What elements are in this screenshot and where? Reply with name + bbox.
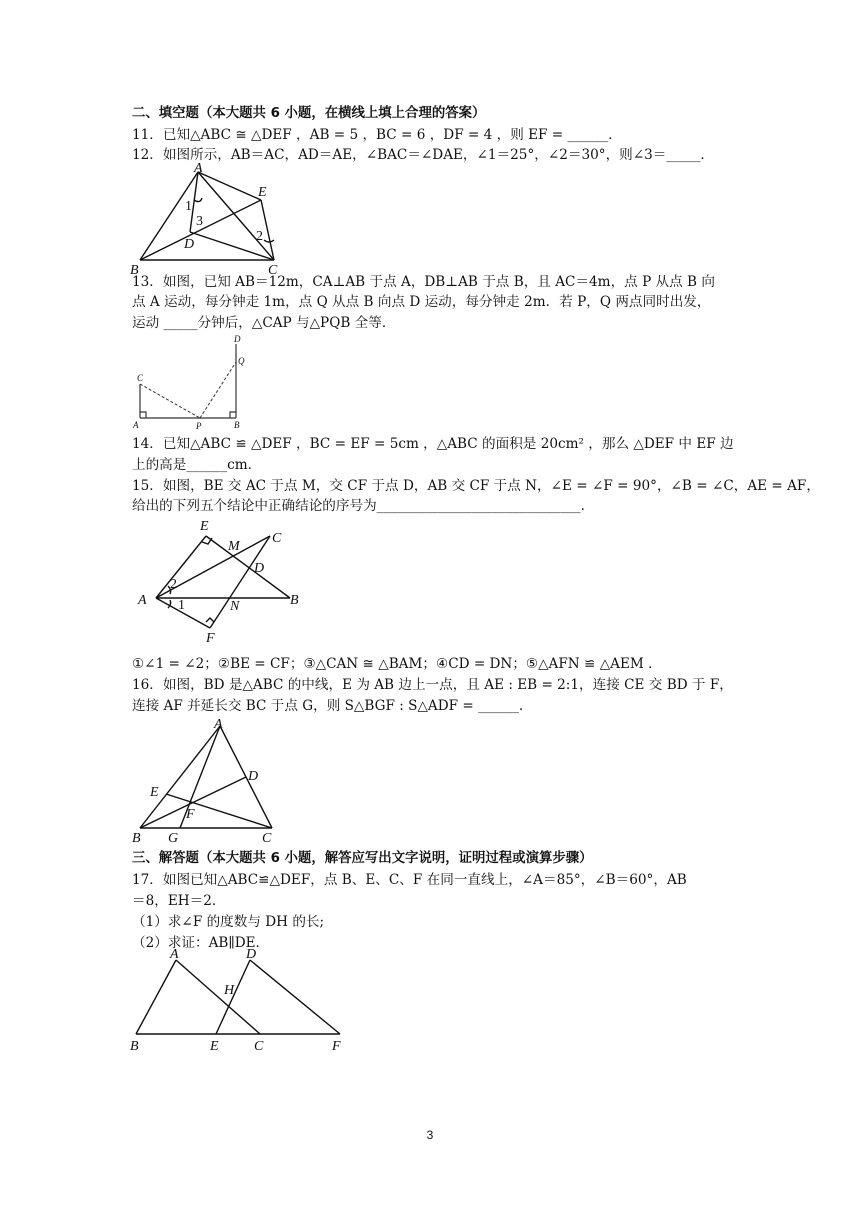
label-E: E: [200, 519, 209, 534]
label-N: N: [230, 599, 240, 614]
label-E: E: [150, 785, 159, 800]
question-17-part2: （2）求证：AB∥DE．: [132, 935, 270, 951]
label-C: C: [254, 1039, 264, 1054]
label-G: G: [168, 831, 179, 846]
label-P: P: [196, 421, 202, 431]
label-E: E: [258, 185, 267, 200]
angle-1: 1: [178, 598, 185, 613]
label-C: C: [262, 831, 272, 846]
figure-q15: [132, 514, 312, 648]
label-D: D: [254, 561, 265, 576]
angle-1: 1: [185, 199, 192, 214]
label-C: C: [268, 263, 278, 278]
label-H: H: [224, 983, 235, 998]
question-13-line2: 点 A 运动，每分钟走 1m，点 Q 从点 B 向点 D 运动，每分钟走 2m．若 P，Q 两点同时出发，: [132, 294, 711, 310]
label-A: A: [194, 161, 203, 176]
page-number: 3: [426, 1128, 434, 1142]
figure-q17: [128, 944, 358, 1056]
figure-q16: [128, 714, 288, 848]
label-F: F: [206, 631, 215, 646]
question-15-line2: 给出的下列五个结论中正确结论的序号为______________________________．: [132, 498, 595, 514]
label-D: D: [184, 237, 195, 252]
label-C: C: [137, 373, 144, 383]
question-14-line2: 上的高是______cm．: [132, 457, 262, 473]
label-A: A: [214, 717, 223, 732]
question-15-line1: 15．如图，BE 交 AC 于点 M，交 CF 于点 D，AB 交 CF 于点 N，∠E = ∠F = 90°，∠B = ∠C，AE = AF，: [132, 478, 820, 494]
section3-heading: 三、解答题（本大题共 6 小题，解答应写出文字说明，证明过程或演算步骤）: [132, 851, 593, 866]
section2-heading: 二、填空题（本大题共 6 小题，在横线上填上合理的答案）: [132, 106, 486, 121]
label-B: B: [130, 1039, 139, 1054]
question-17-part1: （1）求∠F 的度数与 DH 的长;: [132, 914, 325, 930]
question-16-line2: 连接 AF 并延长交 BC 于点 G，则 S△BGF : S△ADF = ______．: [132, 698, 533, 714]
question-13-line3: 运动 _____分钟后，△CAP 与△PQB 全等．: [132, 315, 396, 331]
label-F: F: [332, 1039, 341, 1054]
label-D: D: [246, 947, 257, 962]
label-F: F: [186, 807, 195, 822]
label-E: E: [210, 1039, 219, 1054]
figure-q13: [128, 332, 258, 432]
question-17-line2: ＝8，EH＝2．: [132, 893, 226, 909]
label-B: B: [290, 593, 299, 608]
label-A: A: [170, 947, 179, 962]
question-11: 11．已知△ABC ≅ △DEF ，AB = 5 ，BC = 6 ，DF = 4 ，则 EF = ______．: [132, 127, 622, 143]
label-M: M: [228, 539, 240, 554]
label-B: B: [130, 263, 139, 278]
label-B: B: [234, 420, 240, 430]
question-17-line1: 17．如图已知△ABC≌△DEF，点 B、E、C、F 在同一直线上，∠A＝85°，∠B＝60°，AB: [132, 872, 687, 888]
angle-3: 3: [196, 214, 203, 229]
question-15-options: ①∠1 = ∠2；②BE = CF；③△CAN ≅ △BAM；④CD = DN；⑤△AFN ≌ △AEM ．: [132, 656, 662, 672]
label-D: D: [234, 334, 241, 344]
label-D: D: [248, 769, 259, 784]
label-A: A: [133, 420, 139, 430]
label-Q: Q: [238, 356, 245, 366]
angle-2: 2: [256, 229, 263, 244]
angle-2: 2: [170, 577, 177, 592]
label-A: A: [138, 593, 147, 608]
label-B: B: [132, 831, 141, 846]
question-14-line1: 14．已知△ABC ≌ △DEF ，BC = EF = 5cm ，△ABC 的面积是 20cm² ，那么 △DEF 中 EF 边: [132, 436, 734, 452]
question-13-line1: 13．如图，已知 AB＝12m，CA⊥AB 于点 A，DB⊥AB 于点 B，且 AC＝4m，点 P 从点 B 向: [132, 274, 715, 290]
question-12: 12．如图所示，AB＝AC，AD＝AE，∠BAC＝∠DAE，∠1＝25°，∠2＝30°，则∠3＝_____．: [132, 147, 714, 163]
label-C: C: [272, 531, 282, 546]
figure-q12: [128, 160, 288, 278]
question-16-line1: 16．如图，BD 是△ABC 的中线，E 为 AB 边上一点，且 AE : EB = 2:1，连接 CE 交 BD 于 F，: [132, 677, 733, 693]
